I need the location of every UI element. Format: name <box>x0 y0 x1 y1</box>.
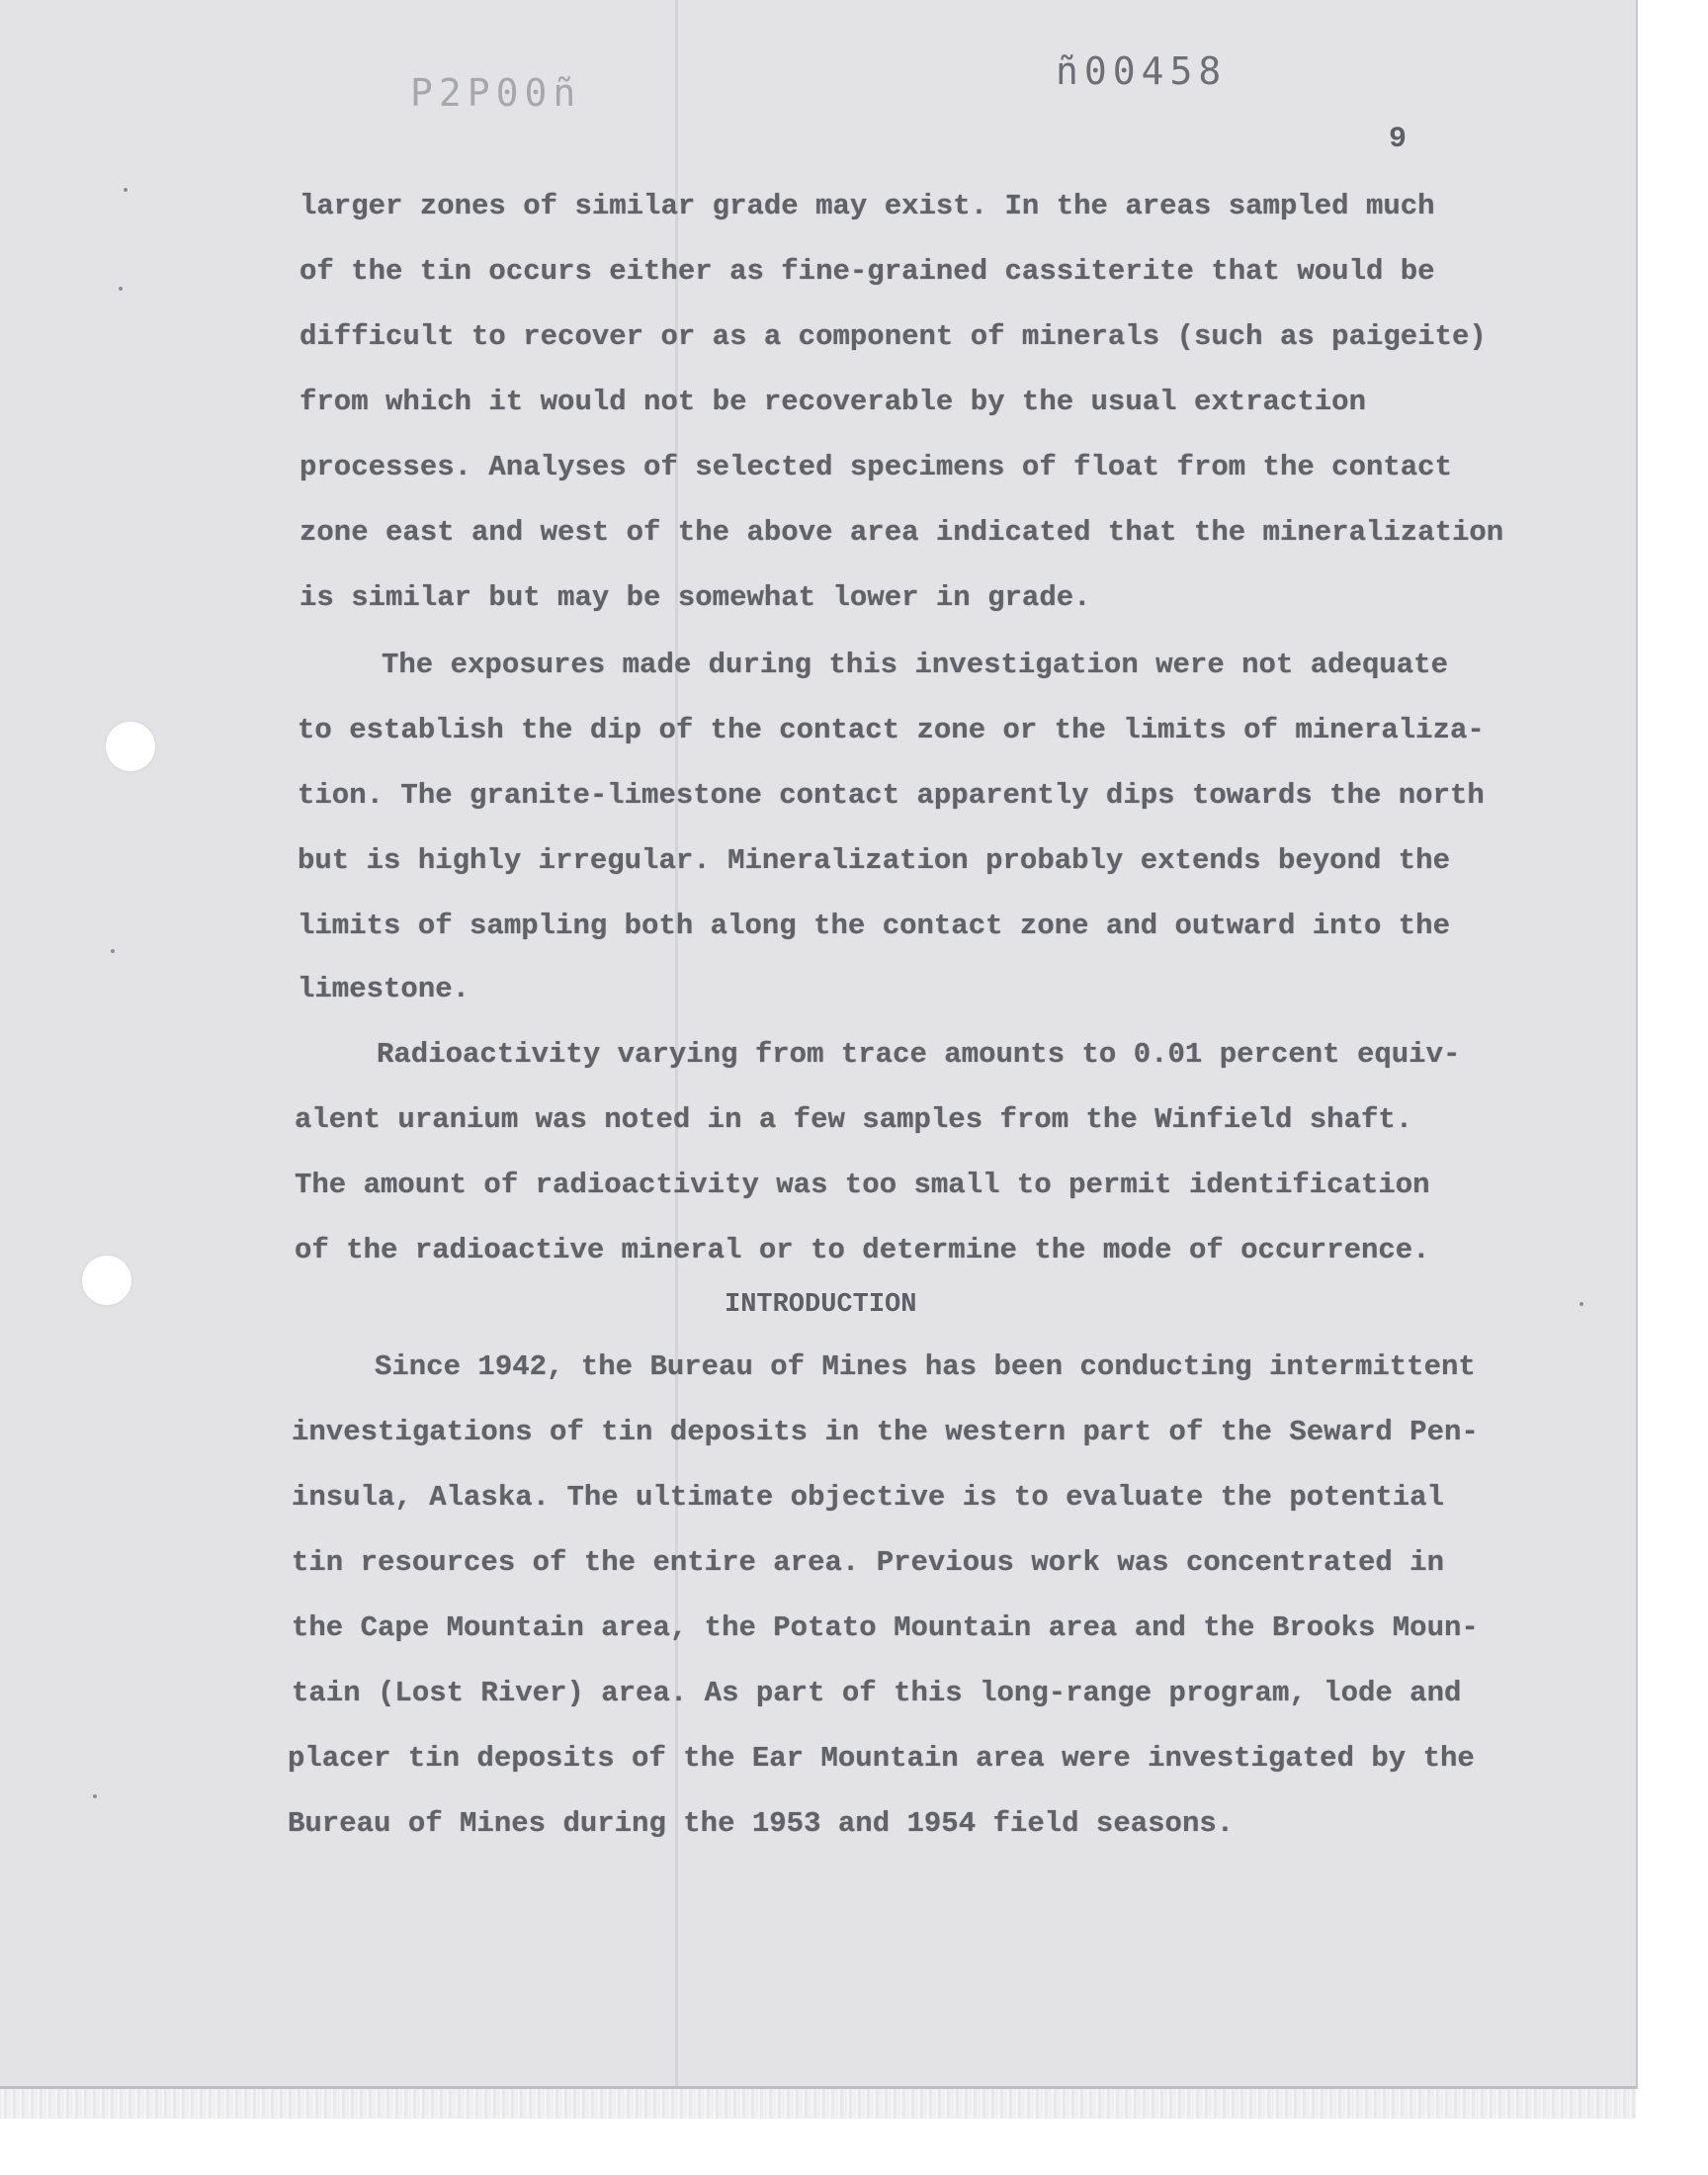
text-line: zone east and west of the above area indicated that the mineralization <box>299 516 1504 549</box>
scan-streak <box>0 2089 1636 2119</box>
speck <box>1580 1302 1583 1306</box>
punch-hole-upper <box>106 722 155 771</box>
text-line: The exposures made during this investigation were not adequate <box>382 649 1448 681</box>
text-line: tion. The granite-limestone contact apparently dips towards the north <box>298 779 1485 812</box>
text-line: The amount of radioactivity was too small to permit identification <box>295 1169 1430 1201</box>
page-number: 9 <box>1389 123 1408 156</box>
text-line: Radioactivity varying from trace amounts to 0.01 percent equiv- <box>377 1038 1461 1071</box>
text-line: of the radioactive mineral or to determine the mode of occurrence. <box>295 1234 1430 1266</box>
text-line: is similar but may be somewhat lower in grade. <box>299 581 1091 614</box>
text-line: difficult to recover or as a component of minerals (such as paigeite) <box>299 320 1487 353</box>
text-line: the Cape Mountain area, the Potato Mountain area and the Brooks Moun- <box>292 1611 1479 1644</box>
speck <box>124 188 128 192</box>
text-line: limestone. <box>298 973 470 1005</box>
text-line: investigations of tin deposits in the western part of the Seward Pen- <box>292 1416 1479 1448</box>
text-line: processes. Analyses of selected specimens of float from the contact <box>299 451 1452 483</box>
text-line: Bureau of Mines during the 1953 and 1954 field seasons. <box>288 1807 1235 1840</box>
text-line: but is highly irregular. Mineralization probably extends beyond the <box>298 844 1450 877</box>
text-line: alent uranium was noted in a few samples from the Winfield shaft. <box>295 1103 1413 1136</box>
section-heading: INTRODUCTION <box>725 1290 917 1320</box>
text-line: of the tin occurs either as fine-grained cassiterite that would be <box>299 255 1435 288</box>
text-line: limits of sampling both along the contact zone and outward into the <box>298 910 1450 942</box>
text-line: Since 1942, the Bureau of Mines has been conducting intermittent <box>375 1350 1476 1383</box>
speck <box>119 287 123 291</box>
text-line: tin resources of the entire area. Previous work was concentrated in <box>292 1546 1444 1579</box>
text-line: to establish the dip of the contact zone or the limits of mineraliza- <box>298 714 1485 746</box>
text-line: insula, Alaska. The ultimate objective is to evaluate the potential <box>292 1481 1444 1514</box>
speck <box>93 1794 97 1798</box>
text-line: larger zones of similar grade may exist. In the areas sampled much <box>299 190 1435 222</box>
speck <box>111 949 115 953</box>
stamp-left: P2P00ñ <box>410 71 582 115</box>
text-line: from which it would not be recoverable by the usual extraction <box>299 386 1366 418</box>
punch-hole-lower <box>82 1256 131 1305</box>
text-line: placer tin deposits of the Ear Mountain area were investigated by the <box>288 1742 1475 1775</box>
stamp-right: ñ00458 <box>1056 49 1228 93</box>
text-line: tain (Lost River) area. As part of this long-range program, lode and <box>292 1677 1462 1709</box>
